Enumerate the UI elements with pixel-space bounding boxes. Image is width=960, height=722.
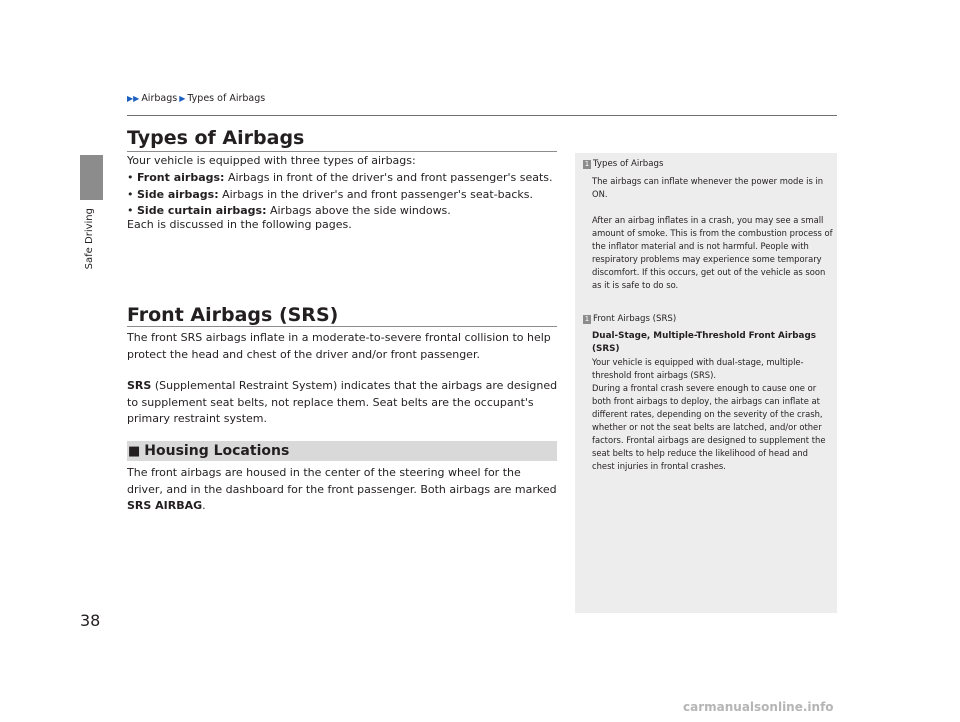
srs-paragraph: SRS (Supplemental Restraint System) indicates that the airbags are designed to supplement seat belts, not replace them. Seat belts are the occupant's primary restraint system. [127,379,558,425]
intro-text: Your vehicle is equipped with three types of airbags: [127,154,416,167]
page-title: Types of Airbags [127,127,305,149]
note-paragraph: The airbags can inflate whenever the power mode is in ON. [592,176,824,199]
square-bullet-icon: ■ [128,443,141,459]
airbag-type-list [127,170,553,220]
title-rule [127,151,557,152]
breadcrumb-arrow-icon: ▶▶ [127,94,140,103]
section-tab [80,155,103,200]
front-airbags-paragraph: The front SRS airbags inflate in a moderate-to-severe frontal collision to help protect the head and chest of the driver and/or front passenger. [127,331,551,361]
note-number-icon: 1 [584,315,590,323]
housing-locations-heading: ■ Housing Locations [127,441,557,461]
breadcrumb [127,93,265,104]
list-item: • Side curtain airbags: Airbags above the side windows. [127,204,451,217]
breadcrumb-item[interactable]: Airbags [141,93,178,104]
breadcrumb-arrow-icon: ▶ [179,94,186,103]
section-rule [127,326,557,327]
closing-text: Each is discussed in the following pages. [127,218,352,231]
note-title: Front Airbags (SRS) [593,314,677,324]
section-title-front-airbags: Front Airbags (SRS) [127,304,339,326]
note-paragraph: After an airbag inflates in a crash, you may see a small amount of smoke. This is from the combustion process of the inflator material and is not harmful. People with respiratory problems may experience some temporary discomfort. If this occurs, get out of the vehicle as soon as it is safe to do so. [592,215,833,290]
housing-paragraph: The front airbags are housed in the center of the steering wheel for the driver, and in the dashboard for the front passenger. Both airbags are marked SRS AIRBAG. [127,466,557,512]
list-item: • Side airbags: Airbags in the driver's and front passenger's seat-backs. [127,187,534,201]
note-paragraph: Your vehicle is equipped with dual-stage, multiple-threshold front airbags (SRS). [592,357,804,380]
note-title: Types of Airbags [593,159,664,169]
watermark: carmanualsonline.info [683,700,834,714]
header-rule [127,115,837,116]
note-bold-heading: Dual-Stage, Multiple-Threshold Front Airbags (SRS) [592,331,816,354]
side-label: Safe Driving [84,208,95,270]
note-paragraph: During a frontal crash severe enough to cause one or both front airbags to deploy, the airbags can inflate at different rates, depending on the severity of the crash, whether or not the seat belts are latched, and/or other factors. Frontal airbags are designed to supplement the seat belts to help reduce the likelihood of head and chest injuries in frontal crashes. [592,383,826,471]
breadcrumb-item[interactable]: Types of Airbags [187,93,266,104]
page-number: 38 [80,611,101,630]
note-number-icon: 1 [584,160,590,168]
note-types-of-airbags [583,158,833,292]
note-front-airbags [583,313,833,473]
list-item: • Front airbags: Airbags in front of the driver's and front passenger's seats. [127,171,553,184]
